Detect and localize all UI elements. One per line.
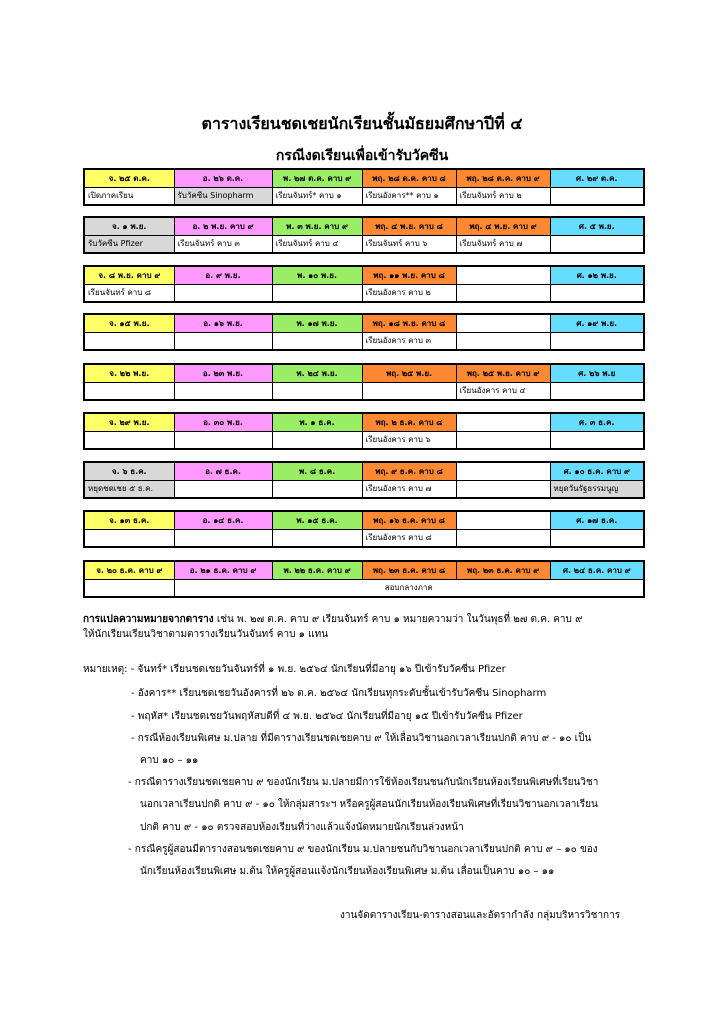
day-header-cell: จ. ๖ ธ.ค. <box>84 462 174 480</box>
schedule-cell: เรียนจันทร์* คาบ ๑ <box>272 187 362 205</box>
schedule-cell <box>174 529 272 547</box>
page-subtitle: กรณีงดเรียนเพื่อเข้ารับวัคซีน <box>275 148 449 164</box>
day-header-cell: พฤ. ๑๘ พ.ย. คาบ ๘ <box>362 314 456 332</box>
week-body-row <box>84 431 644 449</box>
day-header-cell: พฤ. ๒๓ ธ.ค. คาบ ๘ <box>362 561 456 579</box>
day-header-cell: พฤ. ๒ ธ.ค. คาบ ๘ <box>362 413 456 431</box>
interpretation <box>83 612 653 642</box>
week-body-row <box>84 529 644 547</box>
schedule-cell: เรียนจันทร์ คาบ ๗ <box>456 235 550 253</box>
note-line: - กรณีครูผู้สอนมีตารางสอนชดเชยคาบ ๙ ของนักเรียน ม.ปลายชนกับวิชานอกเวลาเรียนปกติ คาบ ๙ – ๑๐ ของ <box>128 844 598 855</box>
schedule-cell <box>456 284 550 302</box>
note-line: - กรณีตารางเรียนชดเชยคาบ ๙ ของนักเรียน ม.ปลายมีการใช้ห้องเรียนชนกับนักเรียนห้องเรียนพิเศษที่เรียนวิชา <box>128 777 599 788</box>
schedule-cell <box>84 529 174 547</box>
schedule-cell <box>272 382 362 400</box>
exam-cell: สอบกลางภาค <box>174 579 644 597</box>
day-header-cell: จ. ๒๕ ต.ค. <box>84 169 174 187</box>
schedule-cell: เรียนจันทร์ คาบ ๖ <box>362 235 456 253</box>
schedule-cell <box>550 235 644 253</box>
schedule-cell <box>174 480 272 498</box>
day-header-cell: อ. ๑๖ พ.ย. <box>174 314 272 332</box>
day-header-cell: จ. ๘ พ.ย. คาบ ๙ <box>84 266 174 284</box>
page-title: ตารางเรียนชดเชยนักเรียนชั้นมัธยมศึกษาปีที่ ๔ <box>201 114 523 133</box>
schedule-cell: เรียนอังคาร** คาบ ๑ <box>362 187 456 205</box>
schedule-cell <box>550 382 644 400</box>
week-table <box>83 265 645 303</box>
week-body-row <box>84 579 644 597</box>
week-header-row <box>84 511 644 529</box>
week-header-row <box>84 217 644 235</box>
schedule-cell <box>362 382 456 400</box>
week-header-row <box>84 561 644 579</box>
week-table <box>83 560 645 598</box>
week-table <box>83 412 645 450</box>
schedule-cell <box>174 332 272 350</box>
schedule-cell: เปิดภาคเรียน <box>84 187 174 205</box>
note-line: - อังคาร** เรียนชดเชยวันอังคารที่ ๒๖ ต.ค. ๒๕๖๔ นักเรียนทุกระดับชั้นเข้ารับวัคซีน Sinopharm <box>131 688 547 699</box>
week-body-row <box>84 284 644 302</box>
day-header-cell: พฤ. ๔ พ.ย. คาบ ๘ <box>362 217 456 235</box>
schedule-cell: เรียนอังคาร คาบ ๘ <box>362 529 456 547</box>
day-header-cell <box>456 511 550 529</box>
schedule-cell <box>550 431 644 449</box>
schedule-cell: รับวัคซีน Pfizer <box>84 235 174 253</box>
day-header-cell: อ. ๒๑ ธ.ค. คาบ ๙ <box>174 561 272 579</box>
schedule-cell <box>272 431 362 449</box>
schedule-cell: เรียนจันทร์ คาบ ๘ <box>84 284 174 302</box>
schedule-cell <box>456 431 550 449</box>
schedule-cell <box>550 529 644 547</box>
schedule-cell <box>272 529 362 547</box>
schedule-cell: เรียนอังคาร คาบ ๔ <box>456 382 550 400</box>
day-header-cell: พฤ. ๒๓ ธ.ค. คาบ ๙ <box>456 561 550 579</box>
schedule-cell <box>84 382 174 400</box>
note-line: - พฤหัส* เรียนชดเชยวันพฤหัสบดีที่ ๔ พ.ย. ๒๕๖๔ นักเรียนที่มีอายุ ๑๕ ปีเข้ารับวัคซีน Pfizer <box>131 711 523 722</box>
schedule-cell: เรียนอังคาร คาบ ๖ <box>362 431 456 449</box>
week-table <box>83 313 645 351</box>
schedule-cell <box>174 382 272 400</box>
day-header-cell: อ. ๙ พ.ย. <box>174 266 272 284</box>
day-header-cell: อ. ๓๐ พ.ย. <box>174 413 272 431</box>
day-header-cell: พฤ. ๒๕ พ.ย. <box>362 364 456 382</box>
schedule-cell: เรียนอังคาร คาบ ๓ <box>362 332 456 350</box>
day-header-cell: พ. ๓ พ.ย. คาบ ๙ <box>272 217 362 235</box>
day-header-cell: พ. ๑๗ พ.ย. <box>272 314 362 332</box>
week-body-row <box>84 235 644 253</box>
day-header-cell: อ. ๒ พ.ย. คาบ ๙ <box>174 217 272 235</box>
day-header-cell: จ. ๒๙ พ.ย. <box>84 413 174 431</box>
day-header-cell <box>456 413 550 431</box>
day-header-cell: อ. ๒๖ ต.ค. <box>174 169 272 187</box>
day-header-cell: พฤ. ๒๕ พ.ย. คาบ ๙ <box>456 364 550 382</box>
week-body-row <box>84 480 644 498</box>
schedule-cell: เรียนจันทร์ คาบ ๔ <box>272 235 362 253</box>
day-header-cell: อ. ๑๔ ธ.ค. <box>174 511 272 529</box>
schedule-cell <box>550 187 644 205</box>
schedule-cell <box>456 480 550 498</box>
week-header-row <box>84 266 644 284</box>
day-header-cell: พ. ๑๕ ธ.ค. <box>272 511 362 529</box>
day-header-cell: พฤ. ๑๑ พ.ย. คาบ ๘ <box>362 266 456 284</box>
week-table <box>83 461 645 499</box>
schedule-cell <box>456 332 550 350</box>
week-table <box>83 510 645 548</box>
day-header-cell: พฤ. ๑๖ ธ.ค. คาบ ๘ <box>362 511 456 529</box>
week-header-row <box>84 169 644 187</box>
schedule-cell <box>84 431 174 449</box>
day-header-cell: อ. ๗ ธ.ค. <box>174 462 272 480</box>
interpretation-text: เช่น พ. ๒๗ ต.ค. คาบ ๙ เรียนจันทร์ คาบ ๑ หมายความว่า ในวันพุธที่ ๒๗ ต.ค. คาบ ๙ <box>213 614 583 625</box>
footer-credit: งานจัดตารางเรียน-ตารางสอนและอัตรากำลัง กลุ่มบริหารวิชาการ <box>340 910 621 921</box>
day-header-cell: ศ. ๒๖ พ.ย <box>550 364 644 382</box>
note-line: นอกเวลาเรียนปกติ คาบ ๙ - ๑๐ ให้กลุ่มสาระฯ หรือครูผู้สอนนักเรียนห้องเรียนพิเศษที่เรียนวิชานอกเวลาเรียน <box>140 799 598 810</box>
week-table <box>83 216 645 254</box>
day-header-cell: อ. ๒๓ พ.ย. <box>174 364 272 382</box>
note-line: นักเรียนห้องเรียนพิเศษ ม.ต้น ให้ครูผู้สอนแจ้งนักเรียนห้องเรียนพิเศษ ม.ต้น เลื่อนเป็นคาบ ๑๐ – ๑๑ <box>140 866 555 877</box>
day-header-cell: พ. ๑ ธ.ค. <box>272 413 362 431</box>
day-header-cell: พฤ. ๒๘ ต.ค. คาบ ๙ <box>456 169 550 187</box>
schedule-cell <box>174 431 272 449</box>
day-header-cell: พ. ๒๗ ต.ค. คาบ ๙ <box>272 169 362 187</box>
note-line: ปกติ คาบ ๙ - ๑๐ ตรวจสอบห้องเรียนที่ว่างแล้วแจ้งนัดหมายนักเรียนล่วงหน้า <box>140 822 464 833</box>
day-header-cell: ศ. ๑๗ ธ.ค. <box>550 511 644 529</box>
schedule-cell <box>550 284 644 302</box>
day-header-cell: พ. ๘ ธ.ค. <box>272 462 362 480</box>
day-header-cell: จ. ๑๓ ธ.ค. <box>84 511 174 529</box>
schedule-cell <box>272 284 362 302</box>
day-header-cell: พฤ. ๙ ธ.ค. คาบ ๘ <box>362 462 456 480</box>
day-header-cell: จ. ๑๕ พ.ย. <box>84 314 174 332</box>
day-header-cell <box>456 266 550 284</box>
day-header-cell: ศ. ๒๔ ธ.ค. คาบ ๙ <box>550 561 644 579</box>
week-table <box>83 363 645 401</box>
day-header-cell: พ. ๒๒ ธ.ค. คาบ ๙ <box>272 561 362 579</box>
week-header-row <box>84 413 644 431</box>
week-body-row <box>84 382 644 400</box>
week-header-row <box>84 314 644 332</box>
day-header-cell: ศ. ๑๐ ธ.ค. คาบ ๙ <box>550 462 644 480</box>
day-header-cell: จ. ๒๐ ธ.ค. คาบ ๙ <box>84 561 174 579</box>
schedule-cell: เรียนอังคาร คาบ ๗ <box>362 480 456 498</box>
day-header-cell: ศ. ๑๙ พ.ย. <box>550 314 644 332</box>
week-header-row <box>84 364 644 382</box>
day-header-cell <box>456 314 550 332</box>
schedule-cell <box>84 579 174 597</box>
schedule-cell: หยุดชดเชย ๕ ธ.ค. <box>84 480 174 498</box>
day-header-cell: ศ. ๑๒ พ.ย. <box>550 266 644 284</box>
week-header-row <box>84 462 644 480</box>
schedule-cell <box>272 332 362 350</box>
note-line: คาบ ๑๐ – ๑๑ <box>140 755 199 766</box>
day-header-cell: พ. ๒๔ พ.ย. <box>272 364 362 382</box>
week-body-row <box>84 332 644 350</box>
schedule-cell <box>174 284 272 302</box>
interpretation-text-line2: ให้นักเรียนเรียนวิชาตามตารางเรียนวันจันทร์ คาบ ๑ แทน <box>83 629 329 640</box>
schedule-cell: เรียนอังคาร คาบ ๒ <box>362 284 456 302</box>
schedule-cell: รับวัคซีน Sinopharm <box>174 187 272 205</box>
day-header-cell: ศ. ๕ พ.ย. <box>550 217 644 235</box>
schedule-cell <box>84 332 174 350</box>
day-header-cell: พฤ. ๔ พ.ย. คาบ ๙ <box>456 217 550 235</box>
schedule-cell: หยุดวันรัฐธรรมนูญ <box>550 480 644 498</box>
day-header-cell: พ. ๑๐ พ.ย. <box>272 266 362 284</box>
day-header-cell: จ. ๑ พ.ย. <box>84 217 174 235</box>
interpretation-heading: การแปลความหมายจากตาราง <box>83 614 214 625</box>
day-header-cell: จ. ๒๒ พ.ย. <box>84 364 174 382</box>
note-line: หมายเหตุ: - จันทร์* เรียนชดเชยวันจันทร์ที่ ๑ พ.ย. ๒๕๖๔ นักเรียนที่มีอายุ ๑๖ ปีเข้ารับวัคซีน Pfizer <box>83 664 506 675</box>
schedule-cell <box>272 480 362 498</box>
schedule-cell: เรียนจันทร์ คาบ ๒ <box>456 187 550 205</box>
day-header-cell <box>456 462 550 480</box>
schedule-cell: เรียนจันทร์ คาบ ๓ <box>174 235 272 253</box>
day-header-cell: พฤ. ๒๘ ต.ค. คาบ ๘ <box>362 169 456 187</box>
note-line: - กรณีห้องเรียนพิเศษ ม.ปลาย ที่มีตารางเรียนชดเชยคาบ ๙ ให้เลื่อนวิชานอกเวลาเรียนปกติ คาบ ๙ - ๑๐ เป็น <box>131 733 592 744</box>
day-header-cell: ศ. ๓ ธ.ค. <box>550 413 644 431</box>
week-table <box>83 168 645 206</box>
day-header-cell: ศ. ๒๙ ต.ค. <box>550 169 644 187</box>
week-body-row <box>84 187 644 205</box>
schedule-cell <box>550 332 644 350</box>
schedule-cell <box>456 529 550 547</box>
